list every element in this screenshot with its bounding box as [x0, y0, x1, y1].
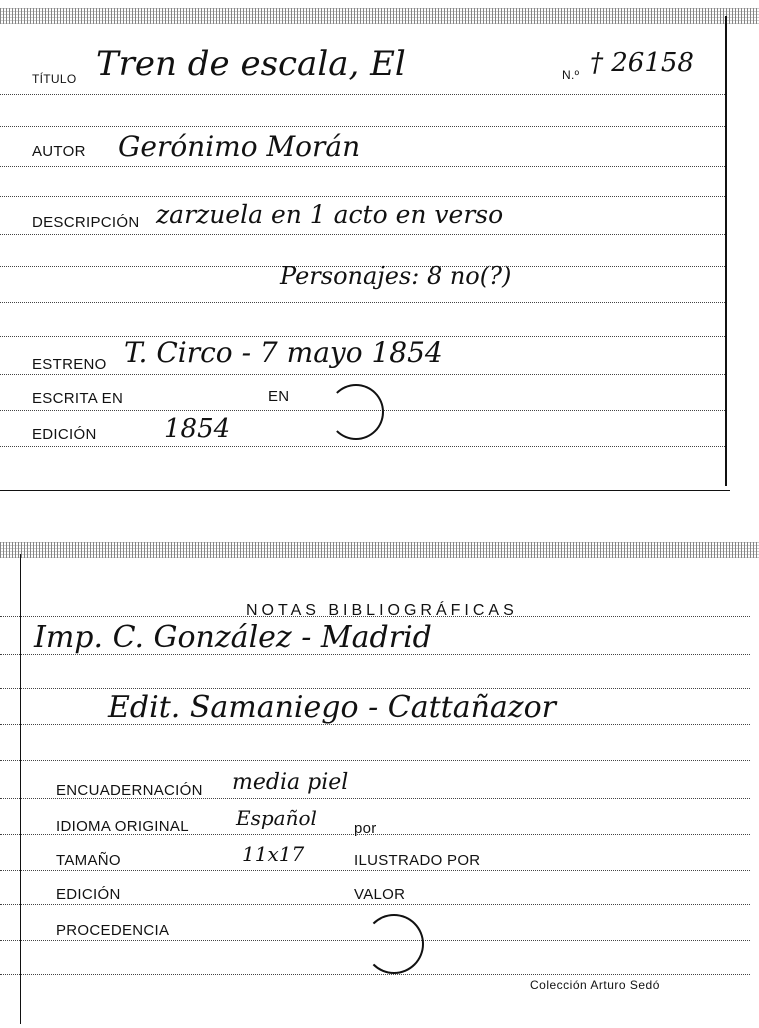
catalog-card-back	[0, 540, 759, 1028]
stamp-circle	[328, 384, 384, 440]
autor-label: AUTOR	[32, 143, 86, 160]
en-label: EN	[268, 388, 290, 405]
idioma-value: Español	[236, 806, 317, 830]
idioma-label: IDIOMA ORIGINAL	[56, 818, 189, 835]
rule-line	[0, 234, 725, 236]
tamano-label: TAMAÑO	[56, 852, 121, 869]
card-bottom-border	[0, 490, 730, 491]
note-line: Imp. C. González - Madrid	[34, 620, 432, 655]
titulo-label: TÍTULO	[32, 72, 77, 86]
estreno-value: T. Circo - 7 mayo 1854	[124, 336, 443, 369]
catalog-card-front	[0, 0, 759, 494]
estreno-label: ESTRENO	[32, 356, 107, 373]
rule-line	[0, 302, 725, 304]
card-top-edge	[0, 542, 759, 558]
encuadernacion-value: media piel	[232, 770, 349, 795]
rule-line	[0, 446, 725, 448]
rule-line	[0, 904, 750, 906]
note-line: Edit. Samaniego - Cattañazor	[108, 690, 556, 725]
escrita-en-label: ESCRITA EN	[32, 390, 124, 407]
stamp-circle	[364, 914, 424, 974]
rule-line	[0, 616, 750, 618]
por-label: por	[354, 820, 377, 837]
collection-footer: Colección Arturo Sedó	[530, 978, 660, 992]
tamano-value: 11x17	[242, 842, 305, 866]
encuadernacion-label: ENCUADERNACIÓN	[56, 782, 203, 799]
numero-value: † 26158	[590, 48, 694, 78]
ilustrado-label: ILUSTRADO POR	[354, 852, 481, 869]
rule-line	[0, 196, 725, 198]
descripcion-value-2: Personajes: 8 no(?)	[280, 262, 512, 290]
edicion-label-2: EDICIÓN	[56, 886, 121, 903]
notes-title: NOTAS BIBLIOGRÁFICAS	[246, 602, 518, 619]
descripcion-value: zarzuela en 1 acto en verso	[156, 200, 504, 229]
rule-line	[0, 166, 725, 168]
rule-line	[0, 94, 725, 96]
numero-label: N.º	[562, 68, 580, 82]
descripcion-label: DESCRIPCIÓN	[32, 214, 140, 231]
rule-line	[0, 974, 750, 976]
edicion-label: EDICIÓN	[32, 426, 97, 443]
rule-line	[0, 126, 725, 128]
rule-line	[0, 760, 750, 762]
edicion-value: 1854	[164, 414, 231, 444]
card-left-border	[20, 554, 21, 1024]
rule-line	[0, 374, 725, 376]
procedencia-label: PROCEDENCIA	[56, 922, 170, 939]
rule-line	[0, 870, 750, 872]
titulo-value: Tren de escala, El	[96, 44, 406, 84]
card-right-border	[725, 16, 727, 486]
card-top-edge	[0, 8, 759, 24]
valor-label: VALOR	[354, 886, 406, 903]
autor-value: Gerónimo Morán	[118, 130, 361, 163]
